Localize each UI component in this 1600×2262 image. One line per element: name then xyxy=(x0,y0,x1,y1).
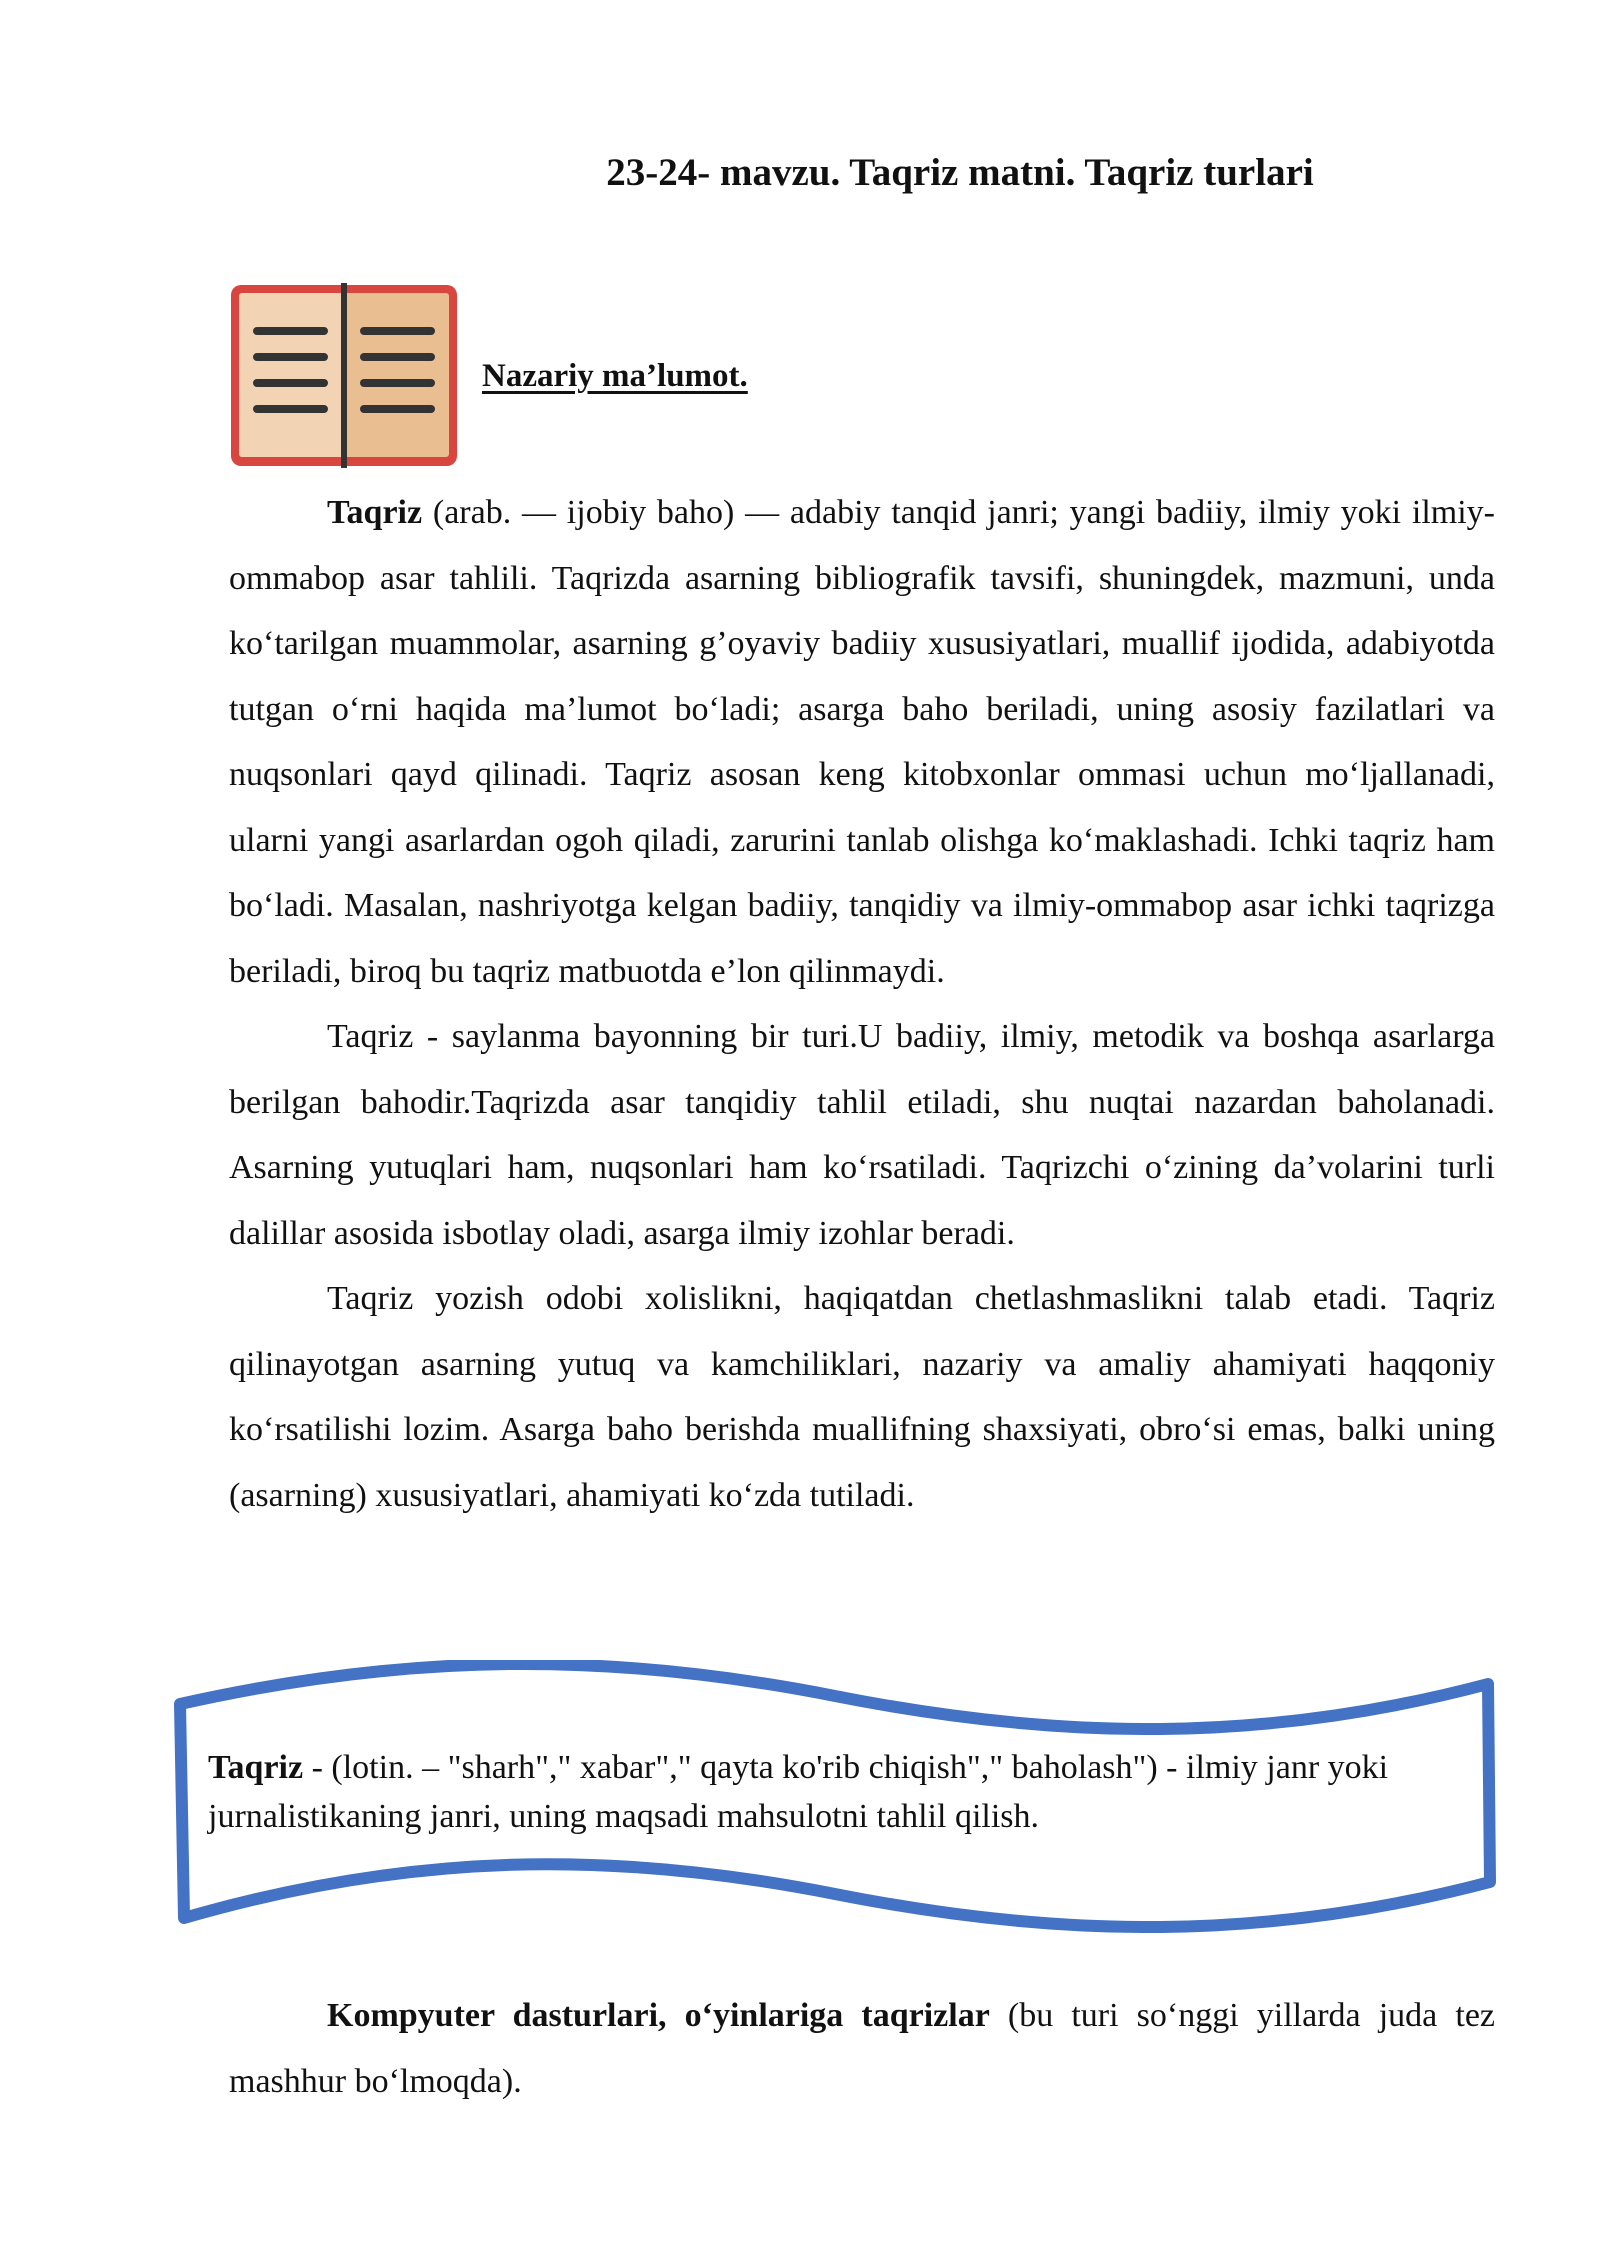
body-text xyxy=(229,480,1495,1528)
paragraph-definition-text: (arab. — ijobiy baho) — adabiy tanqid janri; yangi badiiy, ilmiy yoki ilmiy-ommabop asar tahlili. Taqrizda asarning bibliografik tavsifi, shuningdek, mazmuni, unda ko‘tarilgan muammolar, asarning g’oyaviy badiiy xususiyatlari, muallif ijodida, adabiyotda tutgan o‘rni haqida ma’lumot bo‘ladi; asarga baho beriladi, uning asosiy fazilatlari va nuqsonlari qayd qilinadi. Taqriz asosan keng kitobxonlar ommasi uchun mo‘ljallanadi, ularni yangi asarlardan ogoh qiladi, zarurini tanlab olishga ko‘maklashadi. Ichki taqriz ham bo‘ladi. Masalan, nashriyotga kelgan badiiy, tanqidiy va ilmiy-ommabop asar ichki taqrizga beriladi, biroq bu taqriz matbuotda e’lon qilinmaydi. xyxy=(229,494,1495,990)
paragraph-definition xyxy=(229,480,1495,1004)
ribbon-term-bold: Taqriz xyxy=(208,1749,304,1786)
term-bold: Taqriz xyxy=(327,494,423,531)
computer-reviews-rest: (bu turi so‘nggi yillarda juda tez mashhur bo‘lmoqda). xyxy=(229,1997,1496,2100)
paragraph-ethics: Taqriz yozish odobi xolislikni, haqiqatdan chetlashmaslikni talab etadi. Taqriz qilinayotgan asarning yutuq va kamchiliklari, nazariy va amaliy ahamiyati haqqoniy ko‘rsatilishi lozim. Asarga baho berishda muallifning shaxsiyati, obro‘si emas, balki uning (asarning) xususiyatlari, ahamiyati ko‘zda tutiladi. xyxy=(229,1280,1495,1514)
ribbon-definition-rest: - (lotin. – "sharh"," xabar"," qayta ko'rib chiqish"," baholash") - ilmiy janr yoki jurnalistikaning janri, uning maqsadi mahsulotni tahlil qilish. xyxy=(208,1749,1389,1835)
open-book-icon xyxy=(229,283,459,468)
paragraph-type: Taqriz - saylanma bayonning bir turi.U badiiy, ilmiy, metodik va boshqa asarlarga berilgan bahodir.Taqrizda asar tanqidiy tahlil etiladi, shu nuqtai nazardan baholanadi. Asarning yutuqlari ham, nuqsonlari ham ko‘rsatiladi. Taqrizchi o‘zining da’volarini turli dalillar asosida isbotlay oladi, asarga ilmiy izohlar beradi. xyxy=(229,1018,1495,1252)
page-title: 23-24- mavzu. Taqriz matni. Taqriz turlari xyxy=(606,151,1314,194)
paragraph-computer-reviews xyxy=(229,1983,1495,2114)
ribbon-definition-text xyxy=(208,1743,1476,1841)
section-subheading: Nazariy ma’lumot. xyxy=(482,358,748,394)
computer-reviews-bold: Kompyuter dasturlari, o‘yinlariga taqrizlar xyxy=(327,1997,990,2034)
